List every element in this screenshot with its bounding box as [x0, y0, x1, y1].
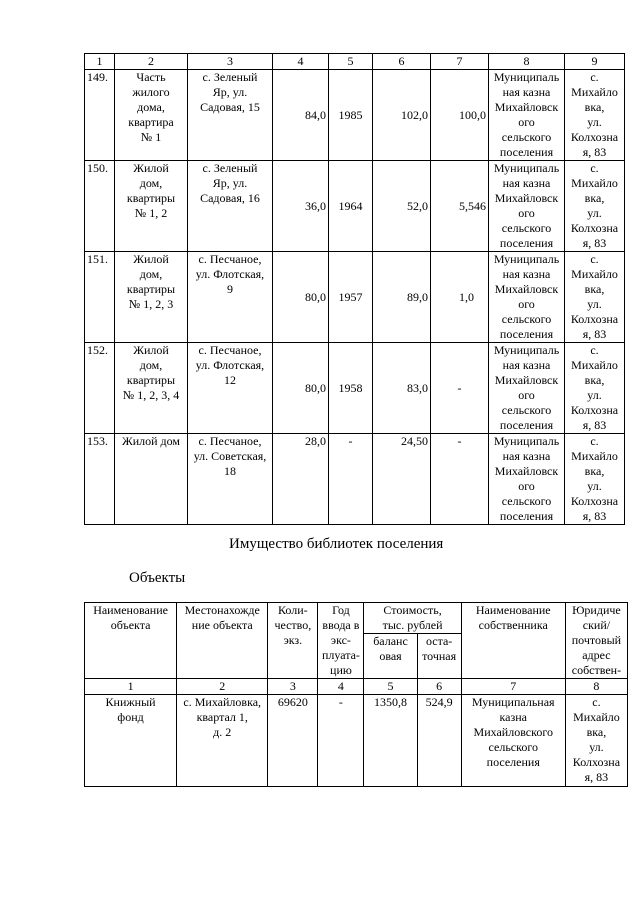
- col-header: 6: [373, 54, 431, 70]
- object-owner: Муниципаль ная казна Михайловск ого сельского поселения: [489, 434, 565, 525]
- col-header-quantity: Коли- чество, экз.: [268, 603, 318, 679]
- object-name: Жилой дом, квартиры № 1, 2, 3: [115, 252, 188, 343]
- col-header: 3: [188, 54, 273, 70]
- table-row: [85, 434, 625, 525]
- col-header-residual: оста- точная: [417, 634, 461, 679]
- object-name: Жилой дом: [115, 434, 188, 525]
- owner-address: с. Михайло вка, ул. Колхозна я, 83: [565, 70, 625, 161]
- object-cost: 52,0: [373, 161, 431, 252]
- col-number: 7: [461, 679, 565, 695]
- object-year: 1957: [329, 252, 373, 343]
- col-header: 5: [329, 54, 373, 70]
- object-owner: Муниципаль ная казна Михайловск ого сельского поселения: [489, 161, 565, 252]
- object-location: с. Михайловка, квартал 1, д. 2: [177, 695, 268, 787]
- object-wear: -: [431, 343, 489, 434]
- col-header: 9: [565, 54, 625, 70]
- section-title: Имущество библиотек поселения: [229, 536, 444, 552]
- col-number: 8: [565, 679, 627, 695]
- object-year: 1985: [329, 70, 373, 161]
- object-owner: Муниципаль ная казна Михайловск ого сельского поселения: [489, 252, 565, 343]
- col-number: 1: [85, 679, 177, 695]
- object-cost: 89,0: [373, 252, 431, 343]
- col-header-legal-address: Юридиче ский/ почтовый адрес собствен-: [565, 603, 627, 679]
- owner-address: с. Михайло вка, ул. Колхозна я, 83: [565, 343, 625, 434]
- object-cost: 102,0: [373, 70, 431, 161]
- object-cost: 83,0: [373, 343, 431, 434]
- object-owner: Муниципальная казна Михайловского сельского поселения: [461, 695, 565, 787]
- col-number: 6: [417, 679, 461, 695]
- object-wear: 5,546: [431, 161, 489, 252]
- header-row: [85, 603, 628, 634]
- object-name: Книжный фонд: [85, 695, 177, 787]
- row-number: 151.: [85, 252, 115, 343]
- col-number: 5: [364, 679, 417, 695]
- col-header-location: Местонахожде ние объекта: [177, 603, 268, 679]
- owner-address: с. Михайло вка, ул. Колхозна я, 83: [565, 695, 627, 787]
- col-number: 3: [268, 679, 318, 695]
- library-table: [84, 602, 628, 787]
- col-header: 2: [115, 54, 188, 70]
- owner-address: с. Михайло вка, ул. Колхозна я, 83: [565, 161, 625, 252]
- col-header-cost: Стоимость, тыс. рублей: [364, 603, 461, 634]
- number-row: [85, 679, 628, 695]
- object-address: с. Песчаное, ул. Флотская, 9: [188, 252, 273, 343]
- object-name: Жилой дом, квартиры № 1, 2: [115, 161, 188, 252]
- owner-address: с. Михайло вка, ул. Колхозна я, 83: [565, 434, 625, 525]
- row-number: 149.: [85, 70, 115, 161]
- table-row: [85, 343, 625, 434]
- col-number: 4: [318, 679, 364, 695]
- object-area: 28,0: [273, 434, 329, 525]
- col-header-owner: Наименование собственника: [461, 603, 565, 679]
- object-address: с. Песчаное, ул. Советская, 18: [188, 434, 273, 525]
- object-year: 1964: [329, 161, 373, 252]
- table-row: [85, 695, 628, 787]
- object-cost: 24,50: [373, 434, 431, 525]
- object-address: с. Песчаное, ул. Флотская, 12: [188, 343, 273, 434]
- object-area: 84,0: [273, 70, 329, 161]
- header-row: [85, 54, 625, 70]
- object-year: 1958: [329, 343, 373, 434]
- row-number: 152.: [85, 343, 115, 434]
- object-quantity: 69620: [268, 695, 318, 787]
- col-header-year: Год ввода в экс- плуата- цию: [318, 603, 364, 679]
- object-wear: 100,0: [431, 70, 489, 161]
- object-area: 80,0: [273, 343, 329, 434]
- object-year: -: [318, 695, 364, 787]
- object-year: -: [329, 434, 373, 525]
- object-area: 36,0: [273, 161, 329, 252]
- object-name: Часть жилого дома, квартира № 1: [115, 70, 188, 161]
- object-name: Жилой дом, квартиры № 1, 2, 3, 4: [115, 343, 188, 434]
- row-number: 153.: [85, 434, 115, 525]
- object-address: с. Зеленый Яр, ул. Садовая, 15: [188, 70, 273, 161]
- table-row: [85, 70, 625, 161]
- subsection-title: Объекты: [129, 570, 186, 586]
- owner-address: с. Михайло вка, ул. Колхозна я, 83: [565, 252, 625, 343]
- housing-table: [84, 53, 625, 525]
- object-wear: 1,0: [431, 252, 489, 343]
- object-residual-cost: 524,9: [417, 695, 461, 787]
- col-header: 4: [273, 54, 329, 70]
- col-header-balance: баланс овая: [364, 634, 417, 679]
- table-row: [85, 161, 625, 252]
- col-header: 7: [431, 54, 489, 70]
- col-header: 1: [85, 54, 115, 70]
- col-header: 8: [489, 54, 565, 70]
- object-balance-cost: 1350,8: [364, 695, 417, 787]
- object-address: с. Зеленый Яр, ул. Садовая, 16: [188, 161, 273, 252]
- col-header-name: Наименование объекта: [85, 603, 177, 679]
- table-row: [85, 252, 625, 343]
- object-owner: Муниципаль ная казна Михайловск ого сельского поселения: [489, 343, 565, 434]
- row-number: 150.: [85, 161, 115, 252]
- object-owner: Муниципаль ная казна Михайловск ого сельского поселения: [489, 70, 565, 161]
- object-wear: -: [431, 434, 489, 525]
- col-number: 2: [177, 679, 268, 695]
- object-area: 80,0: [273, 252, 329, 343]
